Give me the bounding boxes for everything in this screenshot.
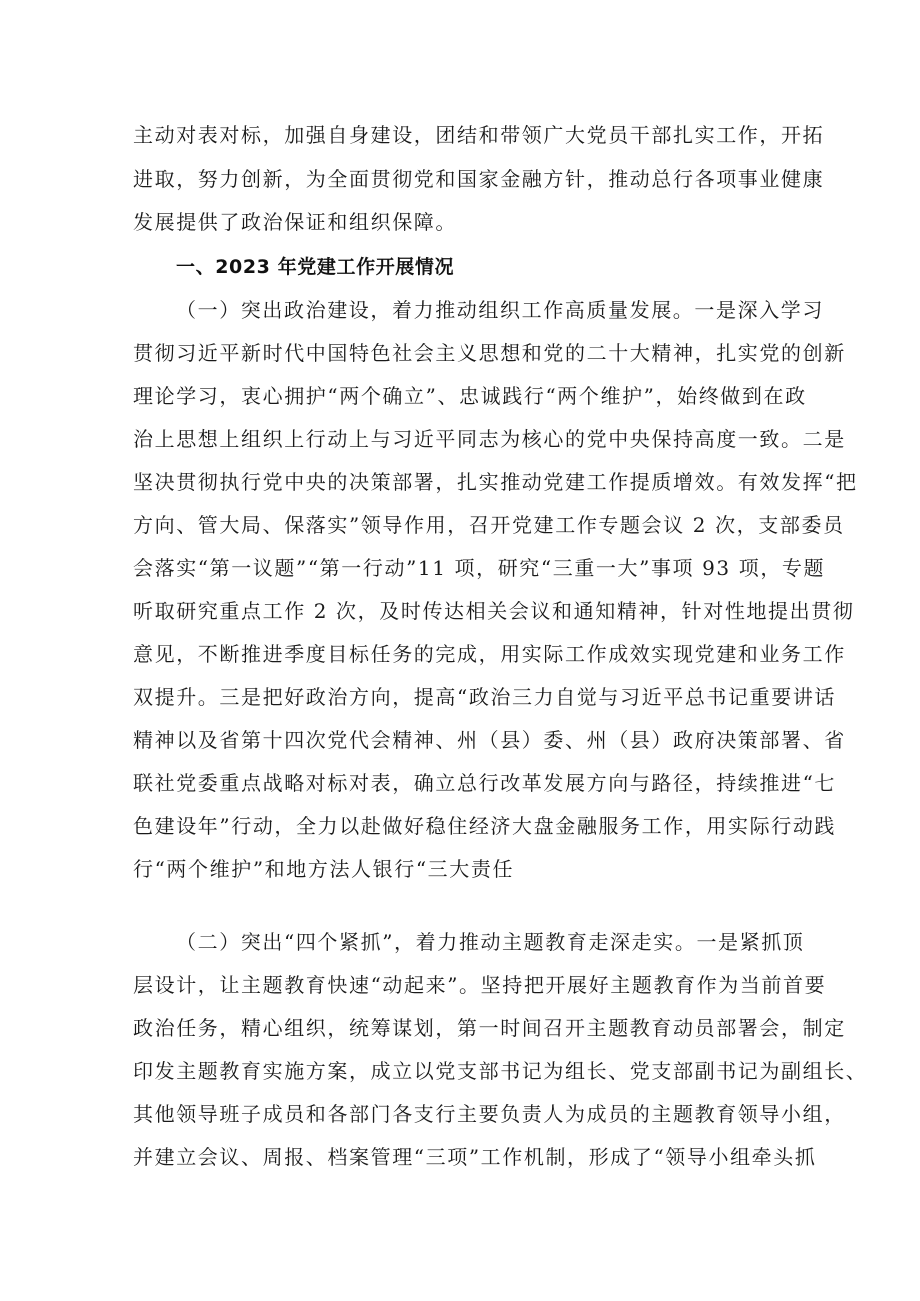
- para1-line-11: 精神以及省第十四次党代会精神、州（县）委、州（县）政府决策部署、省: [133, 728, 846, 752]
- para1-line-2: 贯彻习近平新时代中国特色社会主义思想和党的二十大精神，扎实党的创新: [133, 341, 846, 365]
- para1-line-7: 会落实“第一议题”“第一行动”11 项，研究“三重一大”事项 93 项，专题: [133, 556, 826, 580]
- para2-line-6: 并建立会议、周报、档案管理“三项”工作机制，形成了“领导小组牵头抓: [133, 1145, 817, 1169]
- para1-line-5: 坚决贯彻执行党中央的决策部署，扎实推动党建工作提质增效。有效发挥“把: [133, 470, 858, 494]
- para1-line-13: 色建设年”行动，全力以赴做好稳住经济大盘金融服务工作，用实际行动践: [133, 814, 837, 838]
- intro-line-1: 主动对表对标，加强自身建设，团结和带领广大党员干部扎实工作，开拓: [133, 123, 825, 147]
- para1-line-4: 治上思想上组织上行动上与习近平同志为核心的党中央保持高度一致。二是: [133, 427, 846, 451]
- para2-line-3: 政治任务，精心组织，统筹谋划，第一时间召开主题教育动员部署会，制定: [133, 1016, 846, 1040]
- para1-line-9: 意见，不断推进季度目标任务的完成，用实际工作成效实现党建和业务工作: [133, 642, 846, 666]
- para1-line-12: 联社党委重点战略对标对表，确立总行改革发展方向与路径，持续推进“七: [133, 771, 837, 795]
- para2-line-1: （二）突出“四个紧抓”，着力推动主题教育走深走实。一是紧抓顶: [176, 930, 805, 954]
- intro-line-3: 发展提供了政治保证和组织保障。: [133, 210, 457, 234]
- intro-line-2: 进取，努力创新，为全面贯彻党和国家金融方针，推动总行各项事业健康: [133, 167, 825, 191]
- para2-line-4: 印发主题教育实施方案，成立以党支部书记为组长、党支部副书记为副组长、: [133, 1059, 868, 1083]
- para1-line-8: 听取研究重点工作 2 次，及时传达相关会议和通知精神，针对性地提出贯彻: [133, 599, 855, 623]
- para1-line-14: 行“两个维护”和地方法人银行“三大责任: [133, 857, 515, 881]
- para1-line-10: 双提升。三是把好政治方向，提高“政治三力自觉与习近平总书记重要讲话: [133, 685, 837, 709]
- para2-line-2: 层设计，让主题教育快速“动起来”。坚持把开展好主题教育作为当前首要: [133, 973, 827, 997]
- para1-line-6: 方向、管大局、保落实”领导作用，召开党建工作专题会议 2 次，支部委员: [133, 513, 845, 537]
- para1-line-3: 理论学习，衷心拥护“两个确立”、忠诚践行“两个维护”，始终做到在政: [133, 384, 807, 408]
- section-heading: 一、2023 年党建工作开展情况: [176, 256, 455, 278]
- para2-line-5: 其他领导班子成员和各部门各支行主要负责人为成员的主题教育领导小组，: [133, 1102, 846, 1126]
- para1-line-1: （一）突出政治建设，着力推动组织工作高质量发展。一是深入学习: [176, 298, 824, 322]
